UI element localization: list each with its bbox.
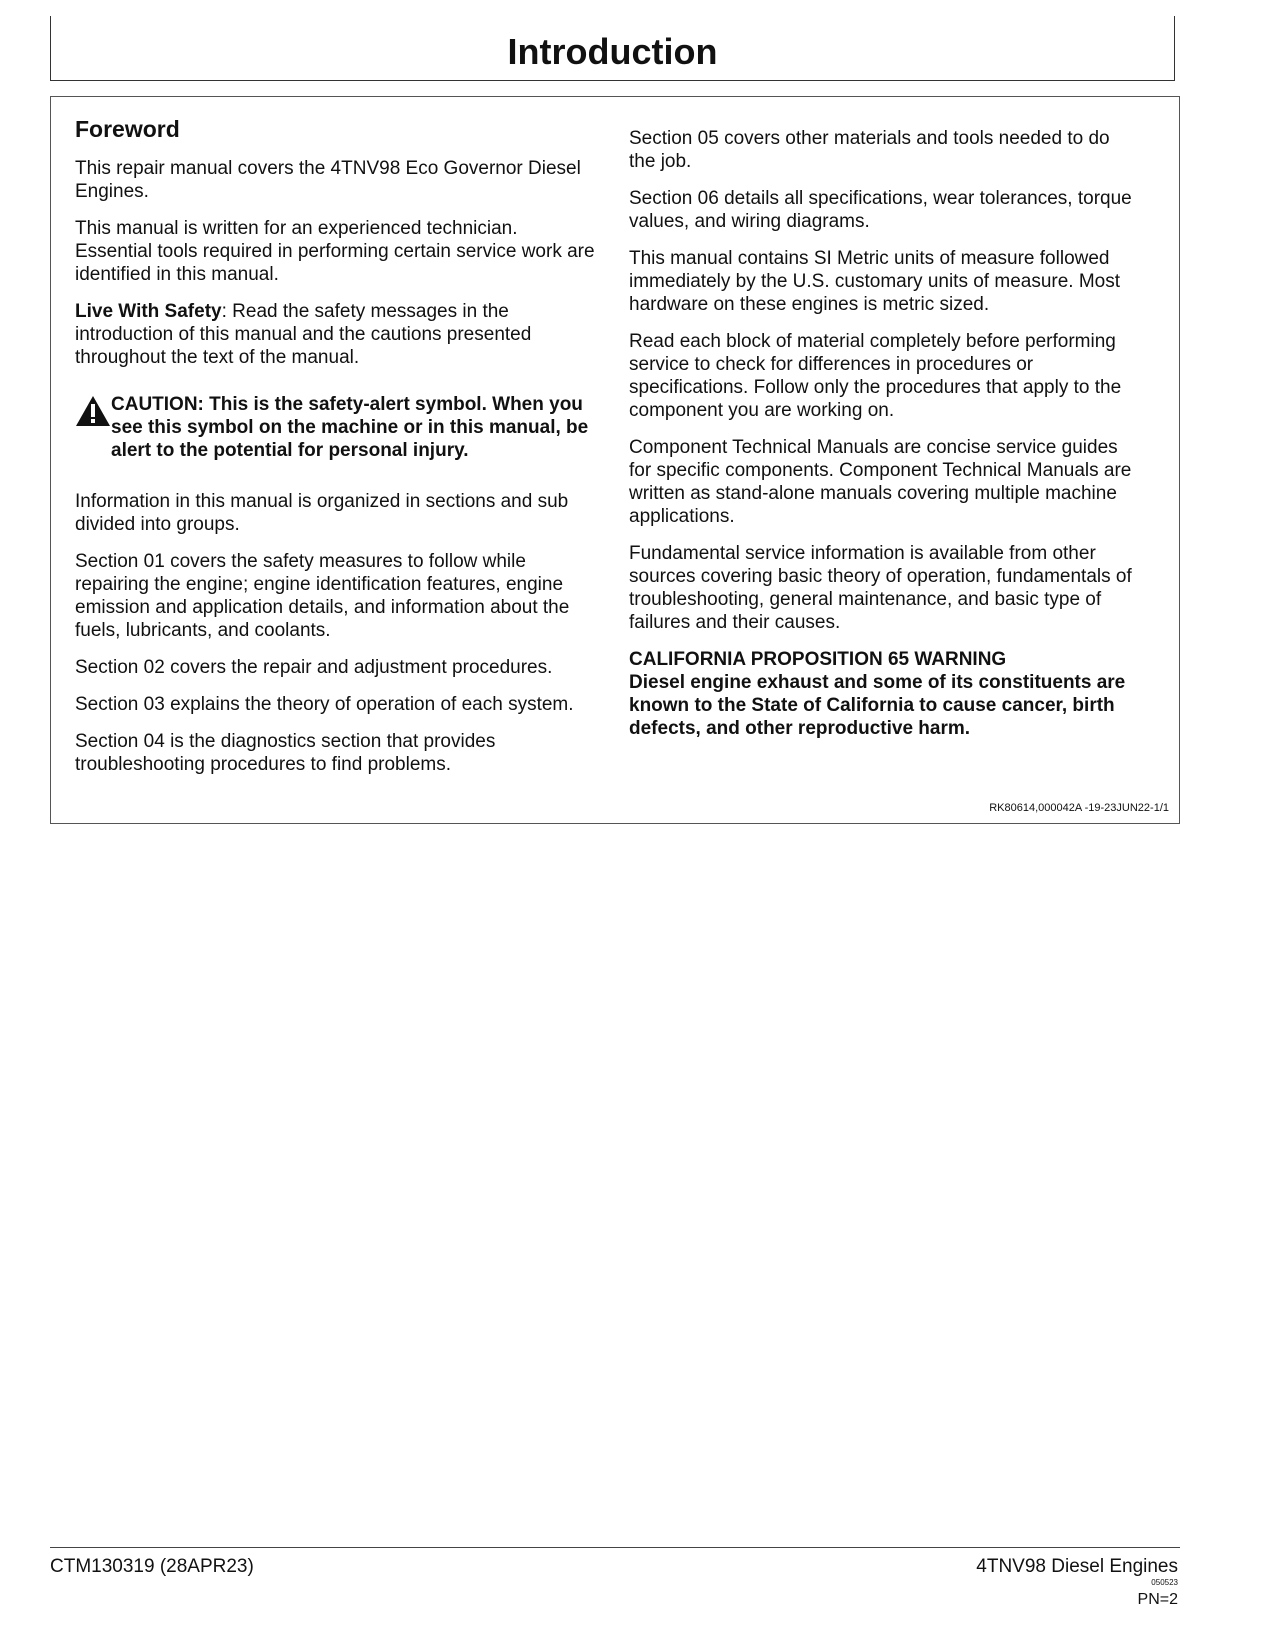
prop65-title: CALIFORNIA PROPOSITION 65 WARNING	[629, 649, 1007, 670]
paragraph-covers: This repair manual covers the 4TNV98 Eco Governor Diesel Engines.	[75, 158, 581, 202]
safety-alert-icon	[75, 395, 111, 427]
paragraph-fundamental-info: Fundamental service information is available from other sources covering basic theory of operation, fundamentals of troubleshooting, general maintenance, and basic type of failures and their causes.	[629, 543, 1132, 633]
live-with-safety-label: Live With Safety	[75, 301, 222, 322]
page-title: Introduction	[507, 31, 718, 72]
left-column	[75, 115, 595, 790]
live-with-safety-text: : Read the safety messages in the introduction of this manual and the cautions presented throughout the text of the manual.	[75, 301, 532, 368]
manual-title: 4TNV98 Diesel Engines	[976, 1556, 1178, 1577]
paragraph-section-05: Section 05 covers other materials and tools needed to do the job.	[629, 128, 1110, 172]
prop65-text: Diesel engine exhaust and some of its constituents are known to the State of California to cause cancer, birth defects, and other reproductive harm.	[629, 672, 1126, 739]
page-number: PN=2	[1137, 1591, 1178, 1608]
paragraph-section-06: Section 06 details all specifications, wear tolerances, torque values, and wiring diagrams.	[629, 188, 1132, 232]
paragraph-section-04: Section 04 is the diagnostics section that provides troubleshooting procedures to find problems.	[75, 731, 496, 775]
paragraph-section-03: Section 03 explains the theory of operation of each system.	[75, 694, 574, 715]
foreword-section	[50, 96, 1180, 824]
paragraph-section-02: Section 02 covers the repair and adjustment procedures.	[75, 657, 553, 678]
paragraph-read-each-block: Read each block of material completely before performing service to check for differences in procedures or specifications. Follow only the procedures that apply to the component you are working on.	[629, 331, 1122, 421]
footer-divider	[50, 1547, 1180, 1548]
paragraph-organization: Information in this manual is organized in sections and sub divided into groups.	[75, 491, 569, 535]
paragraph-audience: This manual is written for an experienced technician. Essential tools required in performing certain service work are identified in this manual.	[75, 218, 595, 285]
california-prop65-warning	[629, 648, 1139, 740]
paragraph-component-manuals: Component Technical Manuals are concise service guides for specific components. Component Technical Manuals are written as stand-alone manuals covering multiple machine applications.	[629, 437, 1132, 527]
footer-date-code: 050523	[1151, 1578, 1178, 1587]
paragraph-si-metric: This manual contains SI Metric units of measure followed immediately by the U.S. customary units of measure. Most hardware on these engines is metric sized.	[629, 248, 1121, 315]
manual-number: CTM130319 (28APR23)	[50, 1556, 254, 1577]
paragraph-live-with-safety	[75, 300, 595, 369]
document-reference-id: RK80614,000042A -19-23JUN22-1/1	[989, 802, 1169, 814]
paragraph-section-01: Section 01 covers the safety measures to follow while repairing the engine; engine identification features, engine emission and application details, and information about the fuels, lubricants, and coolants.	[75, 551, 570, 641]
foreword-heading: Foreword	[75, 116, 180, 142]
right-column	[629, 127, 1139, 740]
caution-block	[75, 393, 595, 462]
caution-text: CAUTION: This is the safety-alert symbol. When you see this symbol on the machine or in this manual, be alert to the potential for personal injury.	[111, 394, 589, 461]
header-box	[50, 16, 1175, 81]
